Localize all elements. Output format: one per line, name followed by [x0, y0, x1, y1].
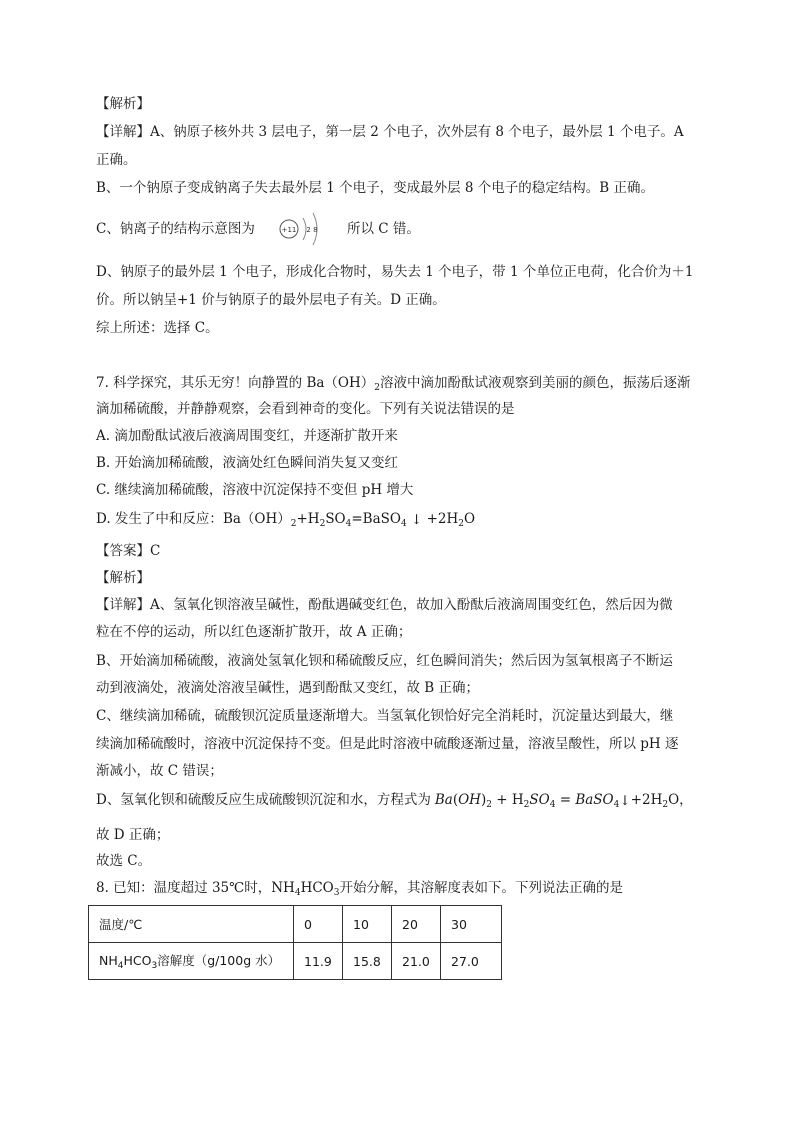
explanation-c-cont-2: 渐减小，故 C 错误； [96, 763, 223, 779]
table-header-solubility: $NH_4HCO_3$溶解度（g/100g 水） [89, 943, 294, 980]
analysis-heading: 【解析】 [96, 96, 150, 112]
explanation-b: B、开始滴加稀硫酸，液滴处氢氧化钡和稀硫酸反应，红色瞬间消失；然后因为氢氧根离子不断运 [96, 653, 673, 669]
question-7-option-c: C. 继续滴加稀硫酸，溶液中沉淀保持不变但 pH 增大 [96, 482, 414, 498]
summary-line: 综上所述：选择 C。 [96, 320, 219, 336]
detail-line-b: B、一个钠原子变成钠离子失去最外层 1 个电子，变成最外层 8 个电子的稳定结构。B 正确。 [96, 180, 654, 196]
detail-line-a: 【详解】A、钠原子核外共 3 层电子，第一层 2 个电子，次外层有 8 个电子，最外层 1 个电子。A [96, 124, 684, 140]
question-7-option-b: B. 开始滴加稀硫酸，液滴处红色瞬间消失复又变红 [96, 455, 399, 471]
table-cell: 10 [343, 906, 392, 943]
atom-shell-electrons: 2 8 [306, 226, 318, 234]
detail-line-d-cont: 价。所以钠呈+1 价与钠原子的最外层电子有关。D 正确。 [96, 292, 446, 308]
detail-line-c-label: C、钠离子的结构示意图为 [96, 221, 255, 237]
explanation-a: 【详解】A、氢氧化钡溶液呈碱性，酚酞遇碱变红色，故加入酚酞后液滴周围变红色，然后因为微 [96, 597, 673, 613]
explanation-d-cont: 故 D 正确； [96, 827, 170, 843]
explanation-a-cont: 粒在不停的运动，所以红色逐渐扩散开，故 A 正确； [96, 624, 412, 640]
table-cell: 21.0 [392, 943, 441, 980]
answer-line: 【答案】C [96, 543, 161, 559]
analysis-heading-2: 【解析】 [96, 570, 150, 586]
detail-line-c-conclusion: 所以 C 错。 [347, 221, 420, 237]
question-7-stem: 7. 科学探究，其乐无穷！向静置的 $Ba(OH)_2$溶液中滴加酚酞试液观察到美丽的颜色，振荡后逐渐 [96, 375, 691, 393]
table-cell: 27.0 [441, 943, 502, 980]
table-cell: 20 [392, 906, 441, 943]
reaction-equation: $Ba(OH)_2+H_2SO_4=BaSO_4$ ↓ $+2H_2O$ [222, 511, 476, 529]
explanation-d: D、氢氧化钡和硫酸反应生成硫酸钡沉淀和水，方程式为 $Ba(OH)_2 + H_2SO_4$ = $BaSO_4↓+2H_2O$， [96, 792, 693, 810]
question-7-option-a: A. 滴加酚酞试液后液滴周围变红，并逐渐扩散开来 [96, 428, 398, 444]
solubility-table [88, 905, 502, 980]
explanation-c-cont: 续滴加稀硫酸时，溶液中沉淀保持不变。但是此时溶液中硫酸逐渐过量，溶液呈酸性，所以 pH 逐 [96, 736, 679, 752]
table-cell: 30 [441, 906, 502, 943]
explanation-b-cont: 动到液滴处，液滴处溶液呈碱性，遇到酚酞又变红，故 B 正确； [96, 680, 480, 696]
table-cell: 15.8 [343, 943, 392, 980]
question-8-stem: 8. 已知：温度超过 35℃时，$NH_4HCO_3$开始分解，其溶解度表如下。下列说法正确的是 [96, 880, 623, 898]
table-row [89, 906, 502, 943]
explanation-c: C、继续滴加稀硫，硫酸钡沉淀质量逐渐增大。当氢氧化钡恰好完全消耗时，沉淀量达到最大，继 [96, 708, 674, 724]
table-row [89, 943, 502, 980]
table-cell: 11.9 [294, 943, 343, 980]
question-7-stem-cont: 滴加稀硫酸，并静静观察，会看到神奇的变化。下列有关说法错误的是 [96, 401, 515, 417]
table-cell: 0 [294, 906, 343, 943]
sodium-ion-structure-diagram [275, 209, 335, 249]
atom-nucleus-label: +11 [281, 226, 297, 234]
detail-line-d: D、钠原子的最外层 1 个电子，形成化合物时，易失去 1 个电子，带 1 个单位正电荷，化合价为＋1 [96, 264, 694, 280]
final-choice-line: 故选 C。 [96, 853, 152, 869]
question-7-option-d: D. 发生了中和反应：$Ba(OH)_2+H_2SO_4=BaSO_4$ ↓ $+2H_2O$ [96, 511, 476, 529]
detail-line-a-cont: 正确。 [96, 152, 137, 168]
equation-italic: $Ba(OH)_2 + H_2SO_4$ = $BaSO_4↓+2H_2O$， [434, 792, 693, 810]
table-header-temperature: 温度/℃ [89, 906, 294, 943]
